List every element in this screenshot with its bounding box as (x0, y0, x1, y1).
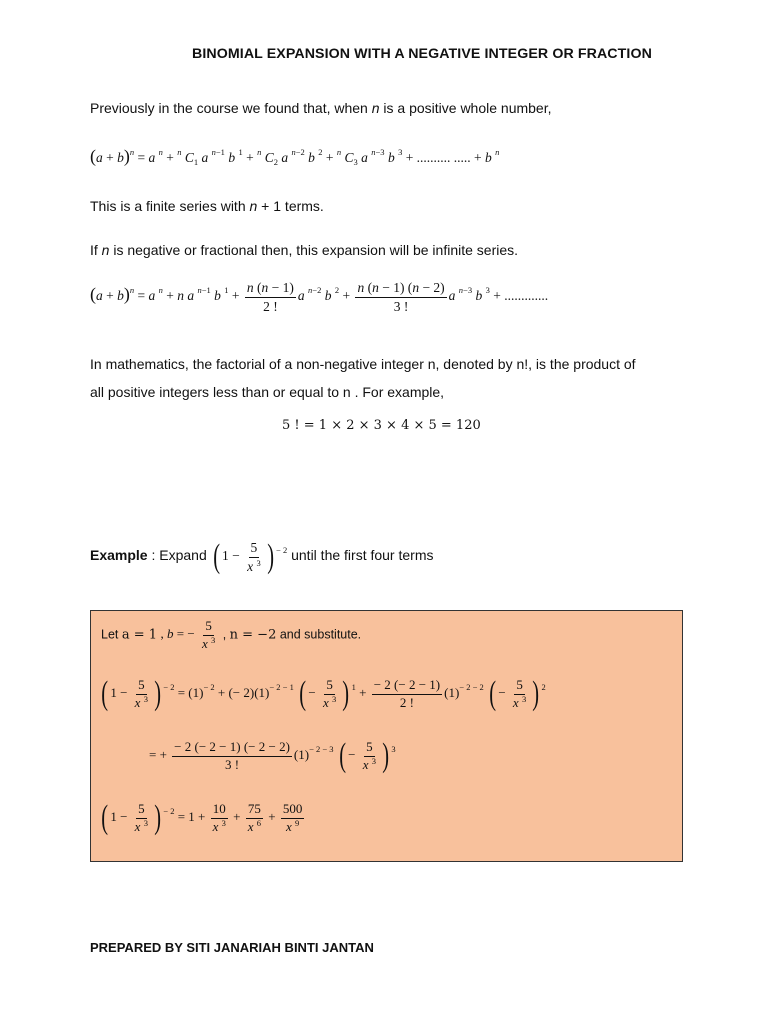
negative-text-after: is negative or fractional then, this expansion will be infinite series. (109, 242, 519, 258)
intro-text-after: is a positive whole number, (379, 100, 552, 116)
author-footer: PREPARED BY SITI JANARIAH BINTI JANTAN (90, 940, 374, 955)
solution-box (90, 610, 683, 862)
example-label: Example (90, 547, 148, 564)
factorial-line-1: In mathematics, the factorial of a non-negative integer n, denoted by n!, is the product of (90, 356, 636, 372)
finite-series-paragraph (90, 198, 324, 214)
binomial-positive-formula: $(a + b)^n = a$ $^n$ + $^n$ $C_1$ a $^{n-1}$ b $^1$ + $^n$ $C_2$ a $^{n-2}$ b $^2$ + $^n$ $C_3$ a $^{n-3}$ b $^3$ + .......... ..... + b $^n$ (90, 146, 500, 167)
finite-var: n (249, 198, 258, 214)
let-n: n = −2 (229, 627, 277, 643)
final-result: ( 1 − $\frac{5}{x ^3}$ ) $^{- 2}$ = 1 + $\frac{10}{x ^3}$ + $\frac{75}{x ^6}$ + $\frac{500}{x ^9}$ (101, 799, 303, 836)
factorial-paragraph (90, 350, 636, 406)
expansion-line-2: = + $\frac{- 2 (- 2 - 1) (- 2 - 2)}{3 !}$ $(1)^{- 2 - 3}$ ( − $\frac{5}{x ^3}$ ) $^3$ (149, 737, 396, 774)
binomial-general-formula: $(a + b)^n = a$ $^n$ + n a $^{n-1}$ b $^1$ + $\frac{n (n - 1)}{2 !}$ a $^{n-2}$ b $^2$ + $\frac{n (n - 1) (n - 2)}{3 !}$ a $^{n-3}$ b $^3$ + ............. (90, 280, 549, 314)
negative-text-before: If (90, 242, 102, 258)
expansion-line-1: ( 1 − $\frac{5}{x ^3}$ ) $^{- 2} = (1)^{- 2}$ + (− $2)(1)^{- 2 - 1}$ ( − $\frac{5}{x ^3}$ ) $^1$ + $\frac{- 2 (- 2 - 1)}{2 !}$ $(1)^{- 2 - 2}$ ( − $\frac{5}{x ^3}$ ) $^2$ (101, 675, 546, 712)
example-line (90, 540, 434, 574)
negative-case-paragraph (90, 242, 518, 258)
let-suffix: and substitute. (276, 627, 362, 642)
intro-var: n (371, 100, 380, 116)
let-prefix: Let (101, 627, 122, 642)
finite-text-before: This is a finite series with (90, 198, 250, 214)
substitution-line: Let a = 1 , b = − $\frac{5}{x ^3}$ , n = −2 and substitute. (101, 618, 362, 651)
factorial-example: 5 ! = 1 × 2 × 3 × 4 × 5 = 120 (282, 418, 481, 433)
example-text-after: until the first four terms (291, 547, 434, 564)
finite-text-after: + 1 terms. (257, 198, 324, 214)
intro-text-before: Previously in the course we found that, when (90, 100, 372, 116)
let-a: a = 1 (121, 627, 158, 643)
example-expression: ( 1 − $\frac{5}{x ^3}$ ) $^{- 2}$ (212, 538, 288, 576)
negative-var: n (101, 242, 110, 258)
example-text-before: : Expand (147, 547, 211, 564)
factorial-line-2: all positive integers less than or equal to n . For example, (90, 384, 445, 400)
intro-paragraph (90, 100, 552, 116)
page-title: BINOMIAL EXPANSION WITH A NEGATIVE INTEGER OR FRACTION (192, 46, 652, 62)
